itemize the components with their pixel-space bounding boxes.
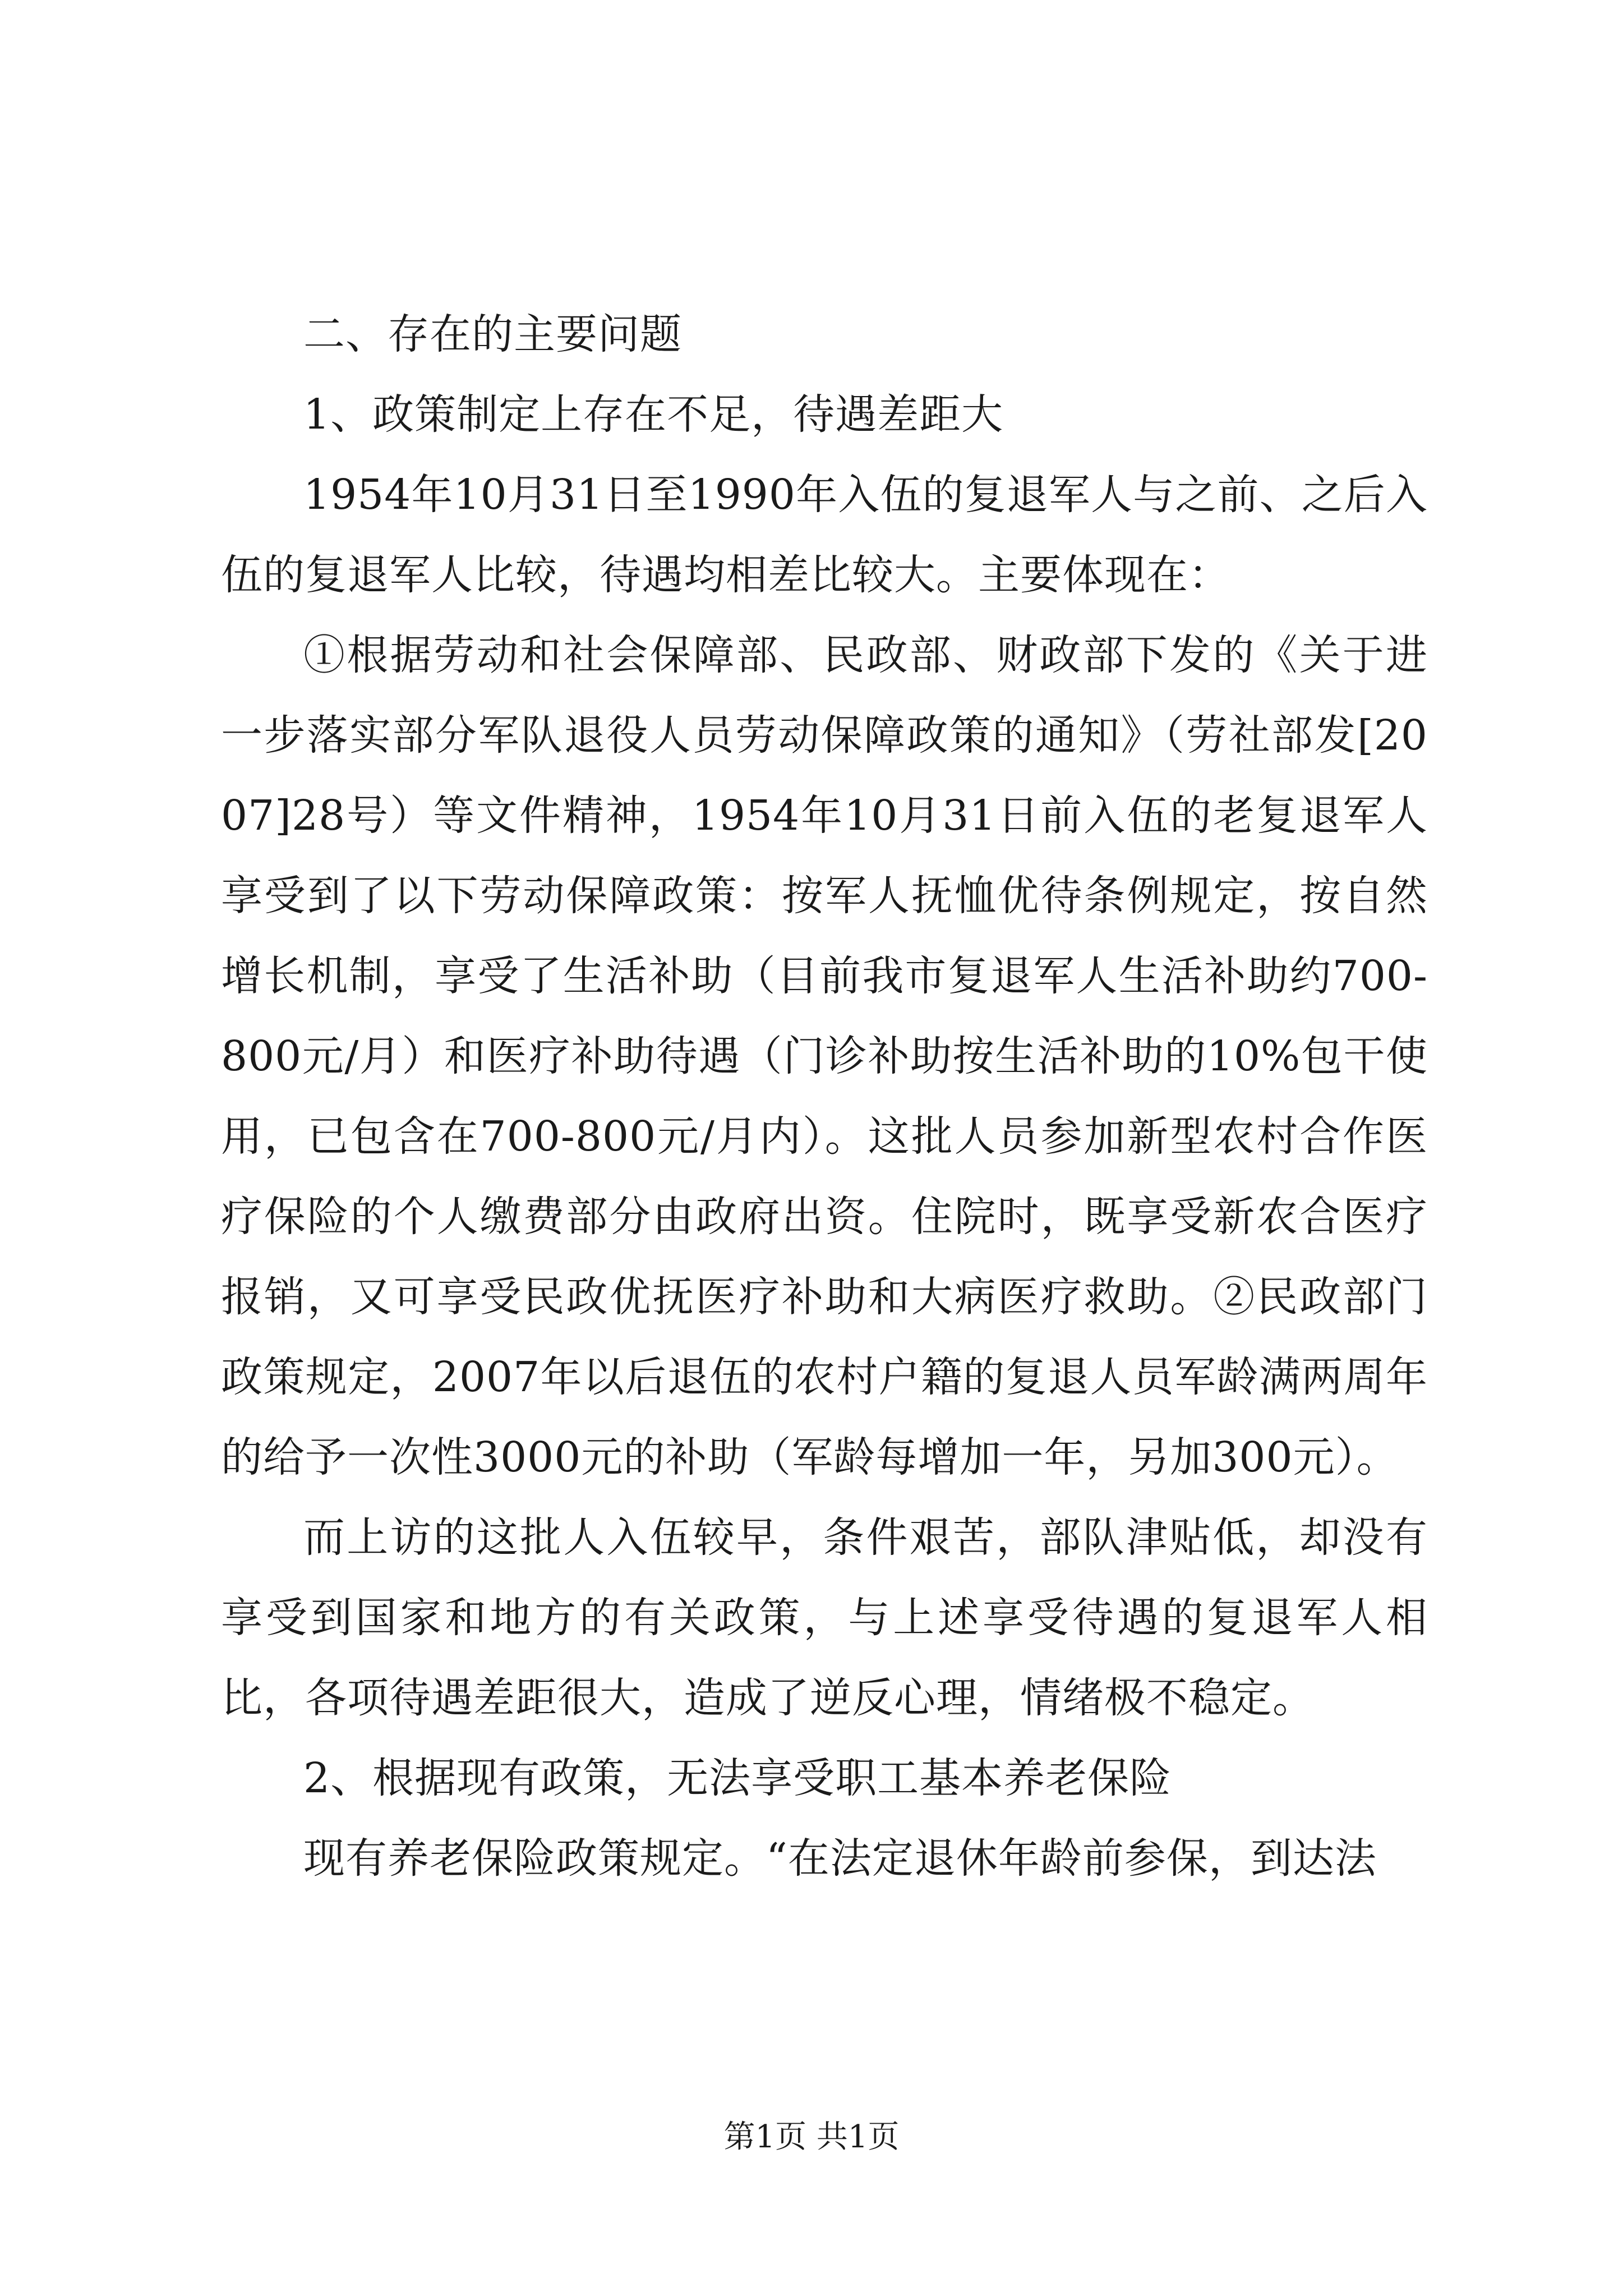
paragraph-policy-details: ①根据劳动和社会保障部、民政部、财政部下发的《关于进一步落实部分军队退役人员劳动保障政策的通知》（劳社部发[2007]28号）等文件精神，1954年10月31日前入伍的老复退军人享受到了以下劳动保障政策：按军人抚恤优待条例规定，按自然增长机制，享受了生活补助（目前我市复退军人生活补助约700-800元/月）和医疗补助待遇（门诊补助按生活补助的10%包干使用，已包含在700-800元/月内）。这批人员参加新型农村合作医疗保险的个人缴费部分由政府出资。住院时，既享受新农合医疗报销，又可享受民政优抚医疗补助和大病医疗救助。②民政部门政策规定，2007年以后退伍的农村户籍的复退人员军龄满两周年的给予一次性3000元的补助（军龄每增加一年，另加300元）。 (221, 631, 1428, 1481)
paragraph-pension-rule: 现有养老保险政策规定。“在法定退休年龄前参保，到达法 (303, 1834, 1377, 1883)
sub-heading-policy-gap: 1、政策制定上存在不足，待遇差距大 (303, 390, 1004, 439)
page-footer: 第1页 共1页 (723, 2119, 900, 2155)
paragraph-enlistment-comparison: 1954年10月31日至1990年入伍的复退军人与之前、之后入伍的复退军人比较，待遇均相差比较大。主要体现在： (221, 471, 1428, 599)
section-heading: 二、存在的主要问题 (303, 310, 682, 358)
document-body (221, 295, 1428, 1899)
paragraph-petitioners: 而上访的这批人入伍较早，条件艰苦，部队津贴低，却没有享受到国家和地方的有关政策，与上述享受待遇的复退军人相比，各项待遇差距很大，造成了逆反心理，情绪极不稳定。 (221, 1513, 1428, 1722)
sub-heading-pension-insurance: 2、根据现有政策，无法享受职工基本养老保险 (303, 1754, 1172, 1802)
